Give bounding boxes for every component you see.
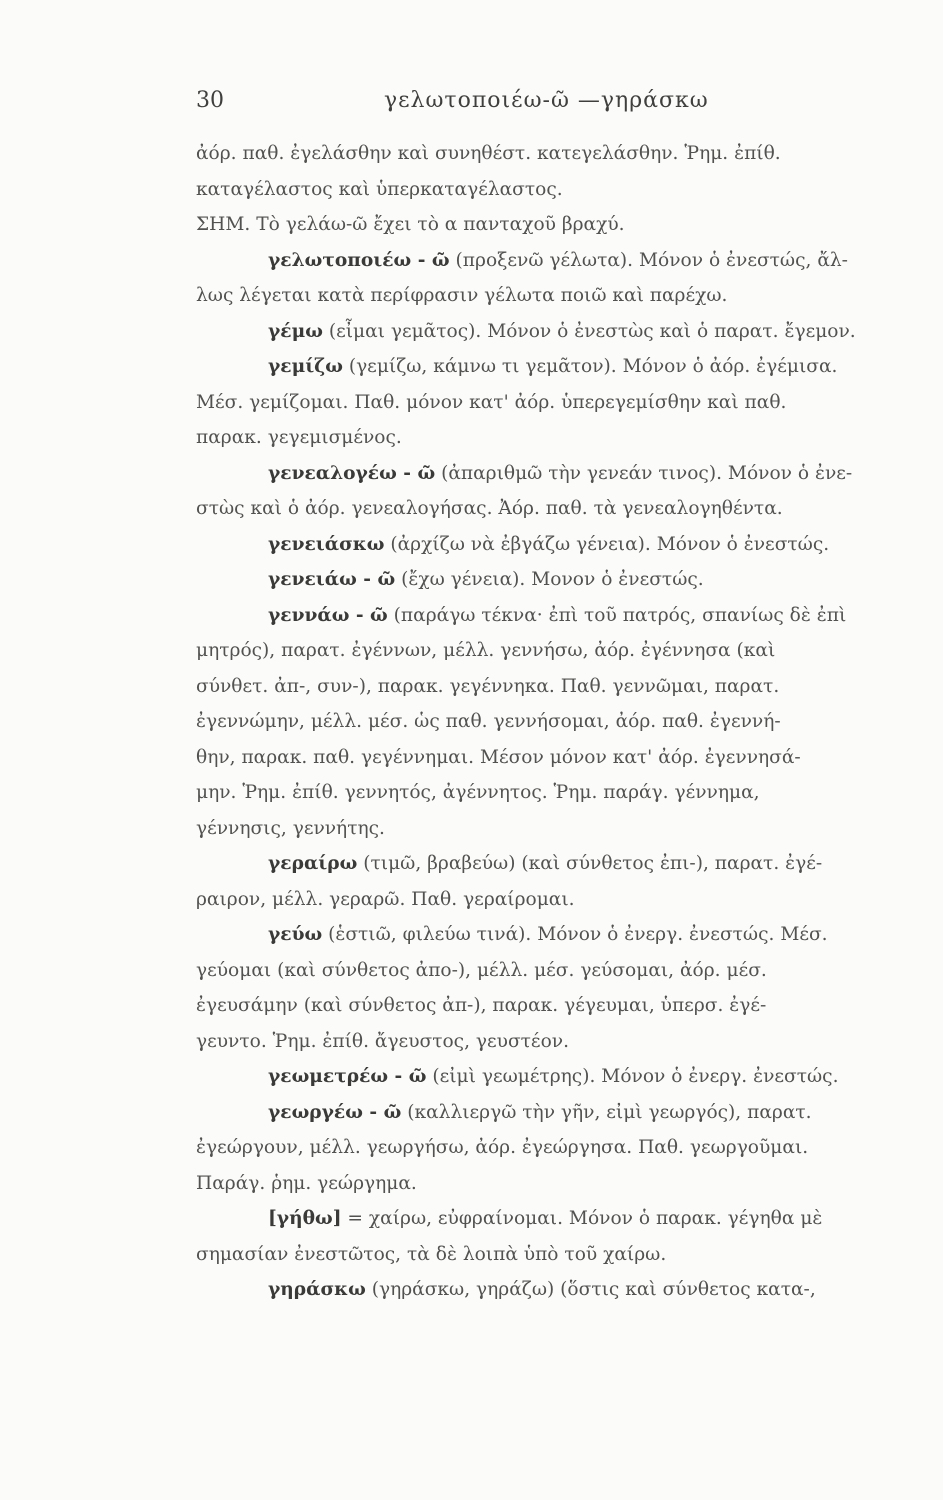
text-line <box>196 598 911 634</box>
text-line <box>196 633 911 669</box>
line-text: (γηράσκω, γηράζω) (ὅστις καὶ σύνθετος κατα-, <box>365 1279 816 1300</box>
text-line <box>196 988 911 1024</box>
headword: γεωμετρέω - ῶ <box>268 1066 427 1087</box>
text-line <box>196 207 911 243</box>
line-text: καταγέλαστος καὶ ὑπερκαταγέλαστος. <box>196 178 563 200</box>
headword: γεννάω - ῶ <box>268 604 388 626</box>
line-text: σύνθετ. ἀπ-, συν-), παρακ. γεγέννηκα. Παθ. γεννῶμαι, παρατ. <box>196 675 780 697</box>
line-text: (γεμίζω, κάμνω τι γεμᾶτον). Μόνον ὁ ἀόρ. ἐγέμισα. <box>342 356 838 377</box>
line-text: παρακ. γεγεμισμένος. <box>196 427 402 448</box>
text-line <box>196 314 911 350</box>
text-line <box>196 1130 911 1166</box>
text-line <box>196 775 911 811</box>
text-line <box>196 917 911 953</box>
headword: γενειάω - ῶ <box>268 569 396 590</box>
text-line <box>196 172 911 208</box>
text-line <box>196 704 911 740</box>
line-text: (καλλιεργῶ τὴν γῆν, εἰμὶ γεωργός), παρατ. <box>401 1101 812 1123</box>
line-text: (ἔχω γένεια). Μονον ὁ ἐνεστώς. <box>395 569 704 590</box>
text-line <box>196 1272 911 1308</box>
line-text: = χαίρω, εὐφραίνομαι. Μόνον ὁ παρακ. γέγηθα μὲ <box>341 1208 823 1229</box>
line-text: (τιμῶ, βραβεύω) (καὶ σύνθετος ἐπι-), παρατ. ἐγέ- <box>357 853 823 874</box>
text-line <box>196 953 911 989</box>
line-text: σημασίαν ἐνεστῶτος, τὰ δὲ λοιπὰ ὑπὸ τοῦ χαίρω. <box>196 1243 667 1265</box>
line-text: γεύομαι (καὶ σύνθετος ἀπο-), μέλλ. μέσ. γεύσομαι, ἀόρ. μέσ. <box>196 959 767 981</box>
page-header <box>196 84 911 136</box>
headword: γενεαλογέω - ῶ <box>268 462 436 484</box>
text-line <box>196 562 911 598</box>
line-text: μητρός), παρατ. ἐγέννων, μέλλ. γεννήσω, ἀόρ. ἐγέννησα (καὶ <box>196 640 776 661</box>
text-line <box>196 1024 911 1060</box>
text-line <box>196 349 911 385</box>
line-text: ἐγεώργουν, μέλλ. γεωργήσω, ἀόρ. ἐγεώργησα. Παθ. γεωργοῦμαι. <box>196 1137 809 1158</box>
headword: γέμω <box>268 320 323 342</box>
line-text: ἐγεννώμην, μέλλ. μέσ. ὡς παθ. γεννήσομαι, ἀόρ. παθ. ἐγεννή- <box>196 711 781 732</box>
line-text: λως λέγεται κατὰ περίφρασιν γέλωτα ποιῶ καὶ παρέχω. <box>196 285 728 306</box>
line-text: ραιρον, μέλλ. γεραρῶ. Παθ. γεραίρομαι. <box>196 888 575 910</box>
line-text: (ἀρχίζω νὰ ἐβγάζω γένεια). Μόνον ὁ ἐνεστώς. <box>384 533 830 555</box>
line-text: (ἀπαριθμῶ τὴν γενεάν τινος). Μόνον ὁ ἐνε- <box>435 462 853 484</box>
text-line <box>196 882 911 918</box>
line-text: ἀόρ. παθ. ἐγελάσθην καὶ συνηθέστ. κατεγελάσθην. Ῥημ. ἐπίθ. <box>196 143 781 164</box>
headword: [γήθω] <box>268 1208 342 1229</box>
text-line <box>196 740 911 776</box>
line-text: μην. Ῥημ. ἐπίθ. γεννητός, ἀγέννητος. Ῥημ. παράγ. γέννημα, <box>196 782 760 803</box>
headword: γεωργέω - ῶ <box>268 1101 402 1123</box>
headword: γεύω <box>268 924 323 945</box>
headword: γεραίρω <box>268 853 358 874</box>
text-line <box>196 669 911 705</box>
text-line <box>196 456 911 492</box>
line-text: γευντο. Ῥημ. ἐπίθ. ἄγευστος, γευστέον. <box>196 1030 569 1052</box>
running-title: γελωτοποιέω-ῶ —γηράσκω <box>384 88 709 113</box>
line-text: (εἶμαι γεμᾶτος). Μόνον ὁ ἐνεστὼς καὶ ὁ παρατ. ἔγεμον. <box>322 320 856 342</box>
headword: γηράσκω <box>268 1279 366 1300</box>
line-text: (ἑστιῶ, φιλεύω τινά). Μόνον ὁ ἐνεργ. ἐνεστώς. Μέσ. <box>322 924 828 945</box>
text-line <box>196 1166 911 1202</box>
entries-text <box>196 136 911 1308</box>
line-text: (εἰμὶ γεωμέτρης). Μόνον ὁ ἐνεργ. ἐνεστώς. <box>426 1066 839 1087</box>
text-line <box>196 1059 911 1095</box>
text-line <box>196 811 911 847</box>
text-line <box>196 491 911 527</box>
line-text: ΣΗΜ. Τὸ γελάω-ῶ ἔχει τὸ α πανταχοῦ βραχύ. <box>196 214 625 235</box>
page-number: 30 <box>196 88 224 113</box>
headword: γεμίζω <box>268 356 343 377</box>
line-text: γέννησις, γεννήτης. <box>196 817 385 839</box>
text-line <box>196 243 911 279</box>
text-line <box>196 527 911 563</box>
text-line <box>196 1201 911 1237</box>
line-text: (παράγω τέκνα· ἐπὶ τοῦ πατρός, σπανίως δὲ ἐπὶ <box>387 604 847 626</box>
headword: γελωτοποιέω - ῶ <box>268 249 450 271</box>
text-line <box>196 846 911 882</box>
text-line <box>196 1095 911 1131</box>
text-line <box>196 136 911 172</box>
line-text: θην, παρακ. παθ. γεγέννημαι. Μέσον μόνον κατ' ἀόρ. ἐγεννησά- <box>196 746 801 768</box>
line-text: (προξενῶ γέλωτα). Μόνον ὁ ἐνεστώς, ἄλ- <box>449 249 848 271</box>
text-line <box>196 385 911 421</box>
text-line <box>196 420 911 456</box>
text-line <box>196 278 911 314</box>
line-text: Παράγ. ῥημ. γεώργημα. <box>196 1172 417 1194</box>
line-text: Μέσ. γεμίζομαι. Παθ. μόνον κατ' ἀόρ. ὑπερεγεμίσθην καὶ παθ. <box>196 391 787 413</box>
line-text: στὼς καὶ ὁ ἀόρ. γενεαλογήσας. Ἀόρ. παθ. τὰ γενεαλογηθέντα. <box>196 498 783 519</box>
line-text: ἐγευσάμην (καὶ σύνθετος ἀπ-), παρακ. γέγευμαι, ὑπερσ. ἐγέ- <box>196 995 767 1016</box>
text-line <box>196 1237 911 1273</box>
headword: γενειάσκω <box>268 533 385 555</box>
